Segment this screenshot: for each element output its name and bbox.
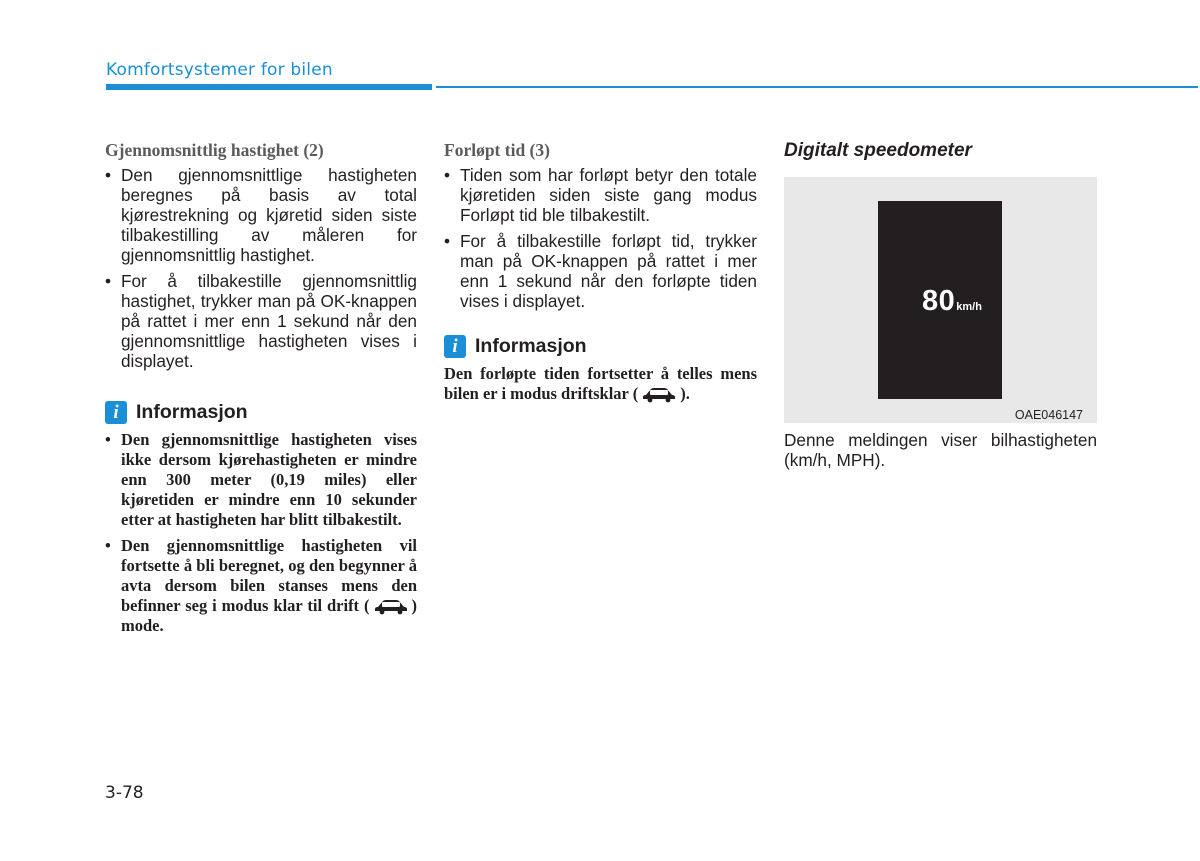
info-title: Informasjon (136, 401, 248, 423)
digital-speedometer-heading: Digitalt speedometer (784, 140, 972, 161)
page-number: 3-78 (105, 783, 144, 803)
speed-readout (922, 285, 982, 318)
list-item: • Den gjennomsnittlige hastigheten beregnes på basis av total kjørestrekning og kjøretid siden siste tilbakestilling av måleren for gjennomsnittlig hastighet. (105, 165, 417, 265)
info-text: ) mode. (121, 596, 417, 635)
info-text: Den gjennomsnittlige hastigheten vil fortsette å bli beregnet, og den begynner å avta dersom bilen stanses mens den befinner seg i modus klar til drift ( (121, 536, 417, 615)
car-ready-icon (370, 596, 412, 616)
speed-value: 80 (922, 285, 956, 317)
elapsed-time-list (444, 165, 757, 311)
info-heading (444, 335, 757, 358)
elapsed-time-heading: Forløpt tid (3) (444, 140, 550, 160)
display-screen (878, 201, 1002, 399)
figure-code: OAE046147 (1014, 408, 1083, 422)
info-heading (105, 401, 417, 424)
info-icon: i (105, 401, 127, 424)
car-ready-icon (638, 384, 680, 404)
column-elapsed-time (444, 136, 757, 404)
average-speed-heading: Gjennomsnittlig hastighet (2) (105, 140, 324, 160)
list-item: • Tiden som har forløpt betyr den totale kjøretiden siden siste gang modus Forløpt tid ble tilbakestilt. (444, 165, 757, 225)
info-text: Den forløpte tiden fortsetter å telles mens bilen er i modus driftsklar ( (444, 364, 757, 403)
column-digital-speedometer (784, 136, 1097, 470)
figure-caption: Denne meldingen viser bilhastigheten (km/h, MPH). (784, 430, 1097, 470)
speed-unit: km/h (956, 301, 982, 313)
info-list (105, 430, 417, 636)
info-icon: i (444, 335, 466, 358)
column-average-speed (105, 136, 417, 642)
header-rule-thick (106, 84, 432, 90)
list-item: • For å tilbakestille gjennomsnittlig hastighet, trykker man på OK-knappen på rattet i mer enn 1 sekund når den gjennomsnittlige hastigheten vises i displayet. (105, 271, 417, 371)
header-rule-thin (436, 86, 1198, 88)
info-text: ). (680, 384, 690, 403)
info-paragraph (444, 364, 757, 404)
list-item (105, 536, 417, 636)
info-title: Informasjon (475, 335, 587, 357)
speedometer-figure (784, 177, 1097, 423)
section-header-title: Komfortsystemer for bilen (106, 60, 333, 80)
list-item: • For å tilbakestille forløpt tid, trykker man på OK-knappen på rattet i mer enn 1 sekund når den forløpte tiden vises i displayet. (444, 231, 757, 311)
list-item: • Den gjennomsnittlige hastigheten vises ikke dersom kjørehastigheten er mindre enn 300 meter (0,19 miles) eller kjøretiden er mindre enn 10 sekunder etter at hastigheten har blitt tilbakestilt. (105, 430, 417, 530)
average-speed-list (105, 165, 417, 371)
